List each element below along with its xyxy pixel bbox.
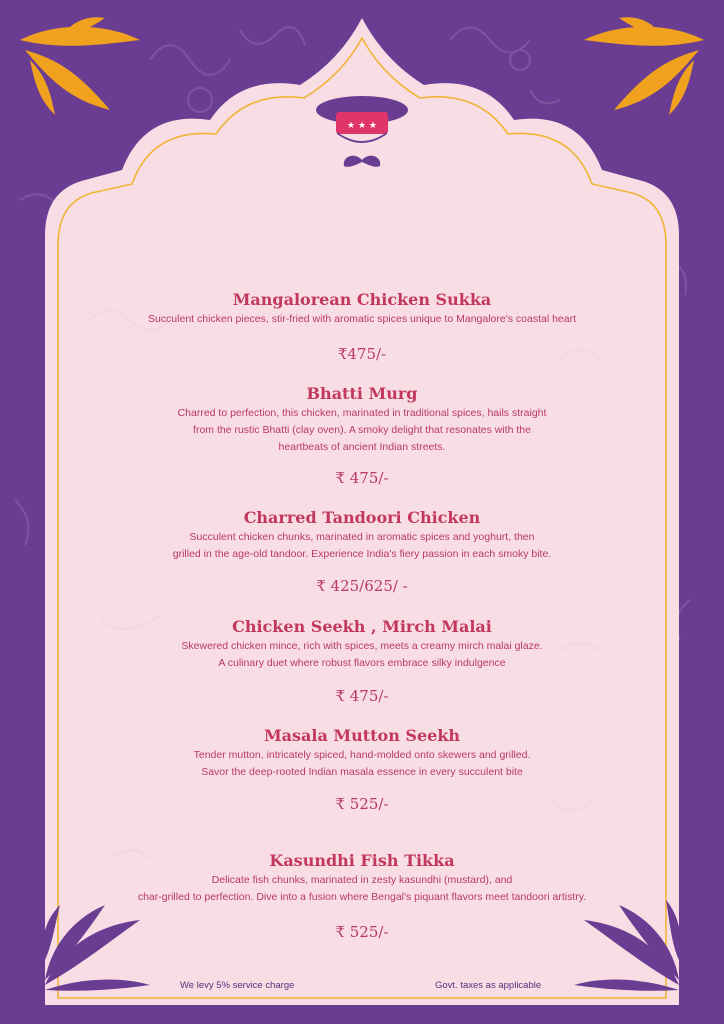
dish-name: Kasundhi Fish Tikka bbox=[269, 851, 455, 870]
leaf-top-left bbox=[20, 17, 140, 115]
dish-price: ₹ 425/625/ - bbox=[316, 577, 408, 595]
dish-description-line: Succulent chicken chunks, marinated in aromatic spices and yoghurt, then bbox=[189, 531, 535, 543]
dish-description-line: Succulent chicken pieces, stir-fried with aromatic spices unique to Mangalore's coastal heart bbox=[147, 313, 577, 325]
dish-description-line: from the rustic Bhatti (clay oven). A smoky delight that resonates with the bbox=[193, 424, 531, 436]
dish-price: ₹ 525/- bbox=[335, 923, 389, 941]
dish-name: Chicken Seekh , Mirch Malai bbox=[232, 617, 492, 636]
dish-description-line: A culinary duet where robust flavors embrace silky indulgence bbox=[218, 657, 506, 669]
dish-name: Mangalorean Chicken Sukka bbox=[232, 290, 492, 309]
dish-description-line: Savor the deep-rooted Indian masala essence in every succulent bite bbox=[201, 766, 523, 778]
dish-description-line: Tender mutton, intricately spiced, hand-molded onto skewers and grilled. bbox=[193, 749, 531, 761]
service-charge-note: We levy 5% service charge bbox=[180, 980, 295, 991]
dish-description-line: Skewered chicken mince, rich with spices, meets a creamy mirch malai glaze. bbox=[181, 640, 543, 652]
dish-description-line: Charred to perfection, this chicken, marinated in traditional spices, hails straight bbox=[177, 407, 547, 419]
menu-item bbox=[90, 726, 634, 780]
dish-price: ₹ 475/- bbox=[335, 687, 389, 705]
menu-item bbox=[90, 508, 634, 562]
dish-description-line: Delicate fish chunks, marinated in zesty kasundhi (mustard), and bbox=[211, 874, 513, 886]
dish-description-line: char-grilled to perfection. Dive into a fusion where Bengal's piquant flavors meet tandoori artistry. bbox=[137, 891, 587, 903]
dish-name: Masala Mutton Seekh bbox=[263, 726, 461, 745]
dish-price: ₹475/- bbox=[337, 345, 387, 363]
dish-price: ₹ 475/- bbox=[335, 469, 389, 487]
taxes-note: Govt. taxes as applicable bbox=[435, 980, 542, 991]
menu-item bbox=[90, 290, 634, 327]
leaf-top-right bbox=[584, 17, 704, 115]
dish-description-line: heartbeats of ancient Indian streets. bbox=[278, 441, 446, 453]
menu-item bbox=[90, 384, 634, 455]
dish-name: Bhatti Murg bbox=[306, 384, 418, 403]
dish-description-line: grilled in the age-old tandoor. Experience India's fiery passion in each smoky bite. bbox=[172, 548, 552, 560]
svg-text:★ ★ ★: ★ ★ ★ bbox=[347, 121, 377, 131]
menu-item bbox=[90, 851, 634, 905]
menu-item bbox=[90, 617, 634, 671]
dish-price: ₹ 525/- bbox=[335, 795, 389, 813]
dish-name: Charred Tandoori Chicken bbox=[243, 508, 481, 527]
